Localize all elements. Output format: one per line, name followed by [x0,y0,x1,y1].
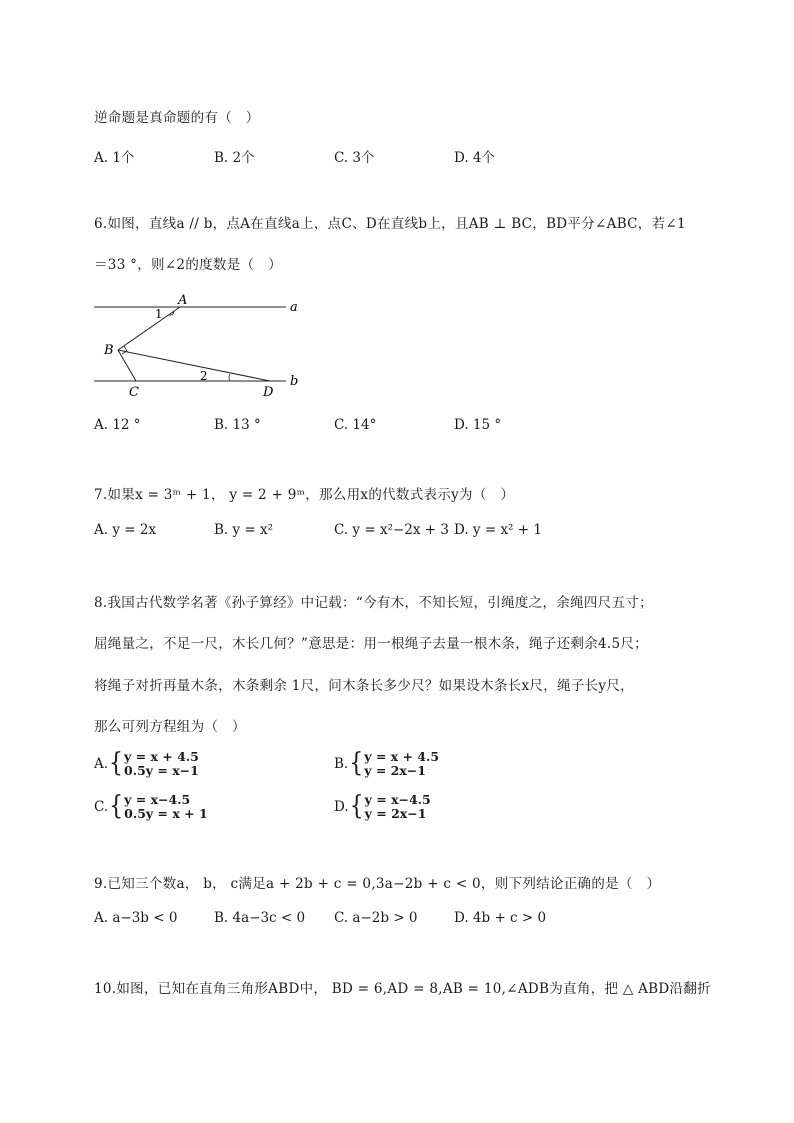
q10-stem: 10.如图，已知在直角三角形ABD中， BD = 6,AD = 8,AB = 10,∠ADB为直角，把 △ ABD沿翻折 [94,981,711,997]
q7-option-d: D. y = x² + 1 [454,522,542,538]
q8-option-a [94,750,199,778]
brace-icon: { [109,748,124,779]
q9-option-b: B. 4a−3c < 0 [214,910,306,926]
label-C: C [129,385,139,400]
q6-option-d: D. 15 ° [454,417,502,433]
label-b: b [290,374,299,389]
q6-option-c: C. 14° [334,417,377,433]
q6-stem-line2: ＝33 °，则∠2的度数是（ ） [94,257,282,273]
option-letter: C. [94,799,109,815]
q6-stem-line1: 6.如图，直线a // b，点A在直线a上，点C、D在直线b上，且AB ⊥ BC，BD平分∠ABC，若∠1 [94,216,686,232]
label-2: 2 [200,369,208,383]
q6-option-b: B. 13 ° [214,417,261,433]
label-a: a [290,300,298,315]
q9-stem: 9.已知三个数a， b， c满足a + 2b + c = 0,3a−2b + c < 0，则下列结论正确的是（ ） [94,876,661,892]
q8-stem-line3: 将绳子对折再量木条，木条剩余 1尺，问木条长多少尺？如果设木条长x尺，绳子长y尺， [94,678,634,694]
q5-option-a: A. 1个 [94,150,135,166]
q5-option-b: B. 2个 [214,150,255,166]
equation-1: y = x−4.5 [124,792,191,807]
q7-stem: 7.如果x = 3ᵐ + 1， y = 2 + 9ᵐ，那么用x的代数式表示y为（ ） [94,487,515,503]
q8-option-c [94,793,208,821]
option-letter: A. [94,756,109,772]
q7-option-b: B. y = x² [214,522,274,538]
label-1: 1 [155,307,163,321]
equation-2: y = 2x−1 [364,806,427,821]
q9-option-c: C. a−2b > 0 [334,910,418,926]
label-B: B [104,343,114,358]
q7-option-a: A. y = 2x [94,522,157,538]
brace-icon: { [109,791,124,822]
option-letter: D. [334,799,349,815]
q9-option-d: D. 4b + c > 0 [454,910,547,926]
q8-stem-line1: 8.我国古代数学名著《孙子算经》中记载：“今有木，不知长短，引绳度之，余绳四尺五寸； [94,595,653,611]
q8-stem-line4: 那么可列方程组为（ ） [94,719,246,735]
segment-bd [118,350,270,381]
q8-stem-line2: 屈绳量之，不足一尺，木长几何？”意思是：用一根绳子去量一根木条，绳子还剩余4.5尺； [94,636,648,652]
label-A: A [178,293,188,308]
q5-stem: 逆命题是真命题的有（ ） [94,110,260,126]
equation-1: y = x + 4.5 [124,749,199,764]
label-D: D [263,385,274,400]
brace-icon: { [349,791,364,822]
equation-1: y = x−4.5 [364,792,431,807]
angle-2-arc [229,374,230,381]
q5-option-d: D. 4个 [454,150,496,166]
segment-ab [118,307,180,350]
equation-2: 0.5y = x + 1 [124,806,208,821]
equation-2: y = 2x−1 [364,763,426,778]
q8-option-b [334,750,439,778]
equation-2: 0.5y = x−1 [124,763,199,778]
q5-option-c: C. 3个 [334,150,375,166]
q7-option-c: C. y = x²−2x + 3 [334,522,449,538]
segment-bc [118,350,136,381]
q9-option-a: A. a−3b < 0 [94,910,178,926]
equation-1: y = x + 4.5 [364,749,440,764]
q6-figure [90,290,310,402]
q6-option-a: A. 12 ° [94,417,141,433]
option-letter: B. [334,756,349,772]
q8-option-d [334,793,431,821]
brace-icon: { [349,748,364,779]
